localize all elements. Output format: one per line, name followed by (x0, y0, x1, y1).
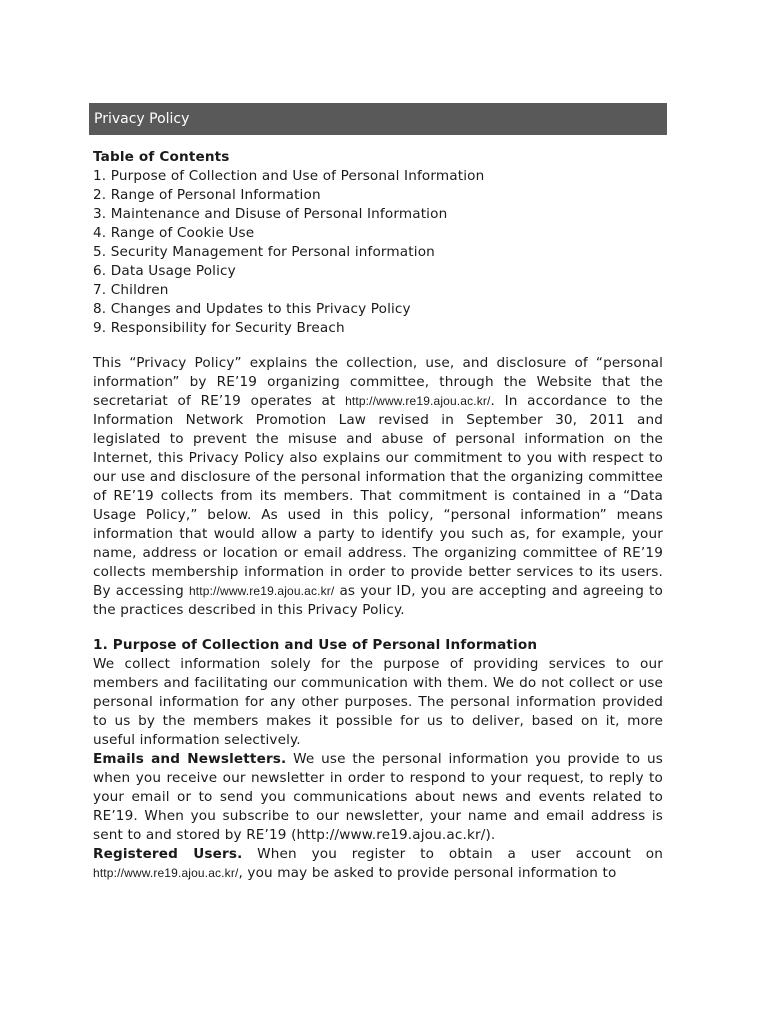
toc-item: 4. Range of Cookie Use (93, 225, 255, 241)
website-link[interactable]: http://www.re19.ajou.ac.kr/ (188, 584, 335, 598)
registered-text: , you may be asked to provide personal information to (238, 865, 617, 881)
page-title: Privacy Policy (89, 103, 667, 135)
registered-text: When you register to obtain a user account on (242, 846, 663, 862)
toc-item: 8. Changes and Updates to this Privacy Policy (93, 301, 411, 317)
toc-item: 1. Purpose of Collection and Use of Personal Information (93, 168, 485, 184)
toc-heading: Table of Contents (93, 149, 230, 165)
table-of-contents (93, 167, 663, 338)
intro-text: as your ID, you are accepting and agreeing to the practices described in this Privacy Policy. (93, 583, 663, 618)
emails-paragraph (93, 750, 663, 845)
toc-item: 2. Range of Personal Information (93, 187, 321, 203)
website-link[interactable]: http://www.re19.ajou.ac.kr/ (345, 394, 491, 408)
emails-text: We use the personal information you provide to us when you receive our newsletter in order to respond to your request, to reply to your email or to send you communications about news and events related to RE’19. When you subscribe to our newsletter, your name and email address is sent to and stored by RE’19 (http://www.re19.ajou.ac.kr/). (93, 751, 663, 843)
emails-lead: Emails and Newsletters. (93, 751, 287, 767)
intro-text: . In accordance to the Information Network Promotion Law revised in September 30, 2011 and legislated to prevent the misuse and abuse of personal information on the Internet, this Privacy Policy also explains our commitment to you with respect to our use and disclosure of the personal information that the organizing committee of RE’19 collects from its members. That commitment is contained in a “Data Usage Policy,” below. As used in this policy, “personal information” means information that would allow a party to identify you such as, for example, your name, address or location or email address. The organizing committee of RE’19 collects membership information in order to provide better services to its users. By accessing (93, 393, 664, 599)
registered-lead: Registered Users. (93, 846, 243, 862)
toc-item: 6. Data Usage Policy (93, 263, 236, 279)
policy-content (93, 148, 663, 883)
intro-paragraph (93, 354, 663, 620)
toc-item: 5. Security Management for Personal information (93, 244, 435, 260)
section-paragraph: We collect information solely for the purpose of providing services to our members and facilitating our communication with them. We do not collect or use personal information for any other purposes. The personal information provided to us by the members makes it possible for us to deliver, based on it, more useful information selectively. (93, 656, 663, 748)
registered-paragraph (93, 845, 663, 883)
section-heading: 1. Purpose of Collection and Use of Personal Information (93, 637, 538, 653)
intro-text: This “Privacy Policy” explains the collection, use, and disclosure of “personal information” by RE’19 organizing committee, through the Website that the secretariat of RE’19 operates at (93, 355, 663, 409)
toc-item: 3. Maintenance and Disuse of Personal Information (93, 206, 448, 222)
toc-item: 9. Responsibility for Security Breach (93, 320, 345, 336)
toc-item: 7. Children (93, 282, 169, 298)
website-link[interactable]: http://www.re19.ajou.ac.kr/ (93, 866, 239, 880)
